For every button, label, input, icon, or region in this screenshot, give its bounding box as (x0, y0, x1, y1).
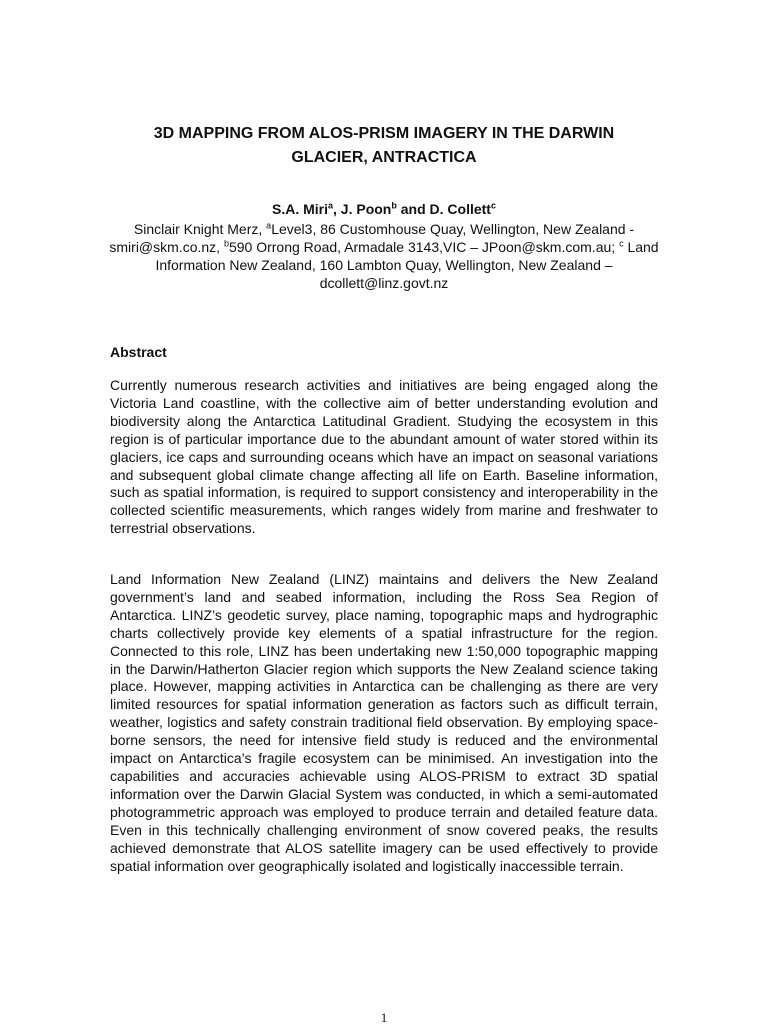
affil-mark-c: c (619, 238, 624, 249)
title-line-2: GLACIER, ANTRACTICA (291, 149, 477, 166)
title-line-1: 3D MAPPING FROM ALOS-PRISM IMAGERY IN THE DARWIN (153, 125, 615, 142)
affil-c-text: Land Information New Zealand, 160 Lambton Quay, Wellington, New Zealand – dcollett@linz.govt.nz (155, 239, 659, 291)
author-name: S.A. Miri (271, 201, 328, 217)
paper-title (100, 122, 668, 170)
author-separator: , (333, 201, 341, 217)
author-separator: and (396, 201, 430, 217)
affil-b-text: 590 Orrong Road, Armadale 3143,VIC – JPoon@skm.com.au; (228, 239, 620, 255)
affil-mark-b: b (223, 238, 229, 249)
author-name: D. Collett (429, 201, 491, 217)
author-affil-mark: b (391, 200, 397, 211)
author-affil-mark: c (490, 200, 496, 211)
abstract-heading: Abstract (110, 344, 167, 360)
abstract-paragraph-2: Land Information New Zealand (LINZ) maintains and delivers the New Zealand government’s land and seabed information, including the Ross Sea Region of Antarctica. LINZ’s geodetic survey, place naming, topographic maps and hydrographic charts collectively provide key elements of a spatial infrastructure for the region. Connected to this role, LINZ has been undertaking new 1:50,000 topographic mapping in the Darwin/Hatherton Glacier region which supports the New Zealand science taking place. However, mapping activities in Antarctica can be challenging as there are very limited resources for spatial information generation as factors such as difficult terrain, weather, logistics and safety constrain traditional field observation. By employing space-borne sensors, the need for intensive field study is reduced and the environmental impact on Antarctica’s fragile ecosystem can be minimised. An investigation into the capabilities and accuracies achievable using ALOS-PRISM to extract 3D spatial information over the Darwin Glacial System was conducted, in which a semi-automated photogrammetric approach was employed to produce terrain and detailed feature data. Even in this technically challenging environment of snow covered peaks, the results achieved demonstrate that ALOS satellite imagery can be used effectively to provide spatial information over geographically isolated and logistically inaccessible terrain. (110, 571, 658, 874)
affil-mark-a: a (266, 220, 272, 231)
author-name: J. Poon (340, 201, 392, 217)
author-affil-mark: a (328, 200, 334, 211)
affil-prefix: Sinclair Knight Merz, (133, 221, 267, 237)
abstract-paragraph-1: Currently numerous research activities and initiatives are being engaged along the Victoria Land coastline, with the collective aim of better understanding evolution and biodiversity along the Antarctica Latitudinal Gradient. Studying the ecosystem in this region is of particular importance due to the abundant amount of water stored within its glaciers, ice caps and surrounding oceans which have an impact on seasonal variations and subsequent global climate change affecting all life on Earth. Baseline information, such as spatial information, is required to support consistency and interoperability in the collected scientific measurements, which ranges widely from marine and freshwater to terrestrial observations. (110, 377, 658, 537)
page-number: 1 (380, 1010, 388, 1025)
affil-a-text: Level3, 86 Customhouse Quay, Wellington, New Zealand - smiri@skm.co.nz, (109, 221, 635, 255)
affiliations (100, 220, 668, 292)
author-list (100, 199, 668, 219)
